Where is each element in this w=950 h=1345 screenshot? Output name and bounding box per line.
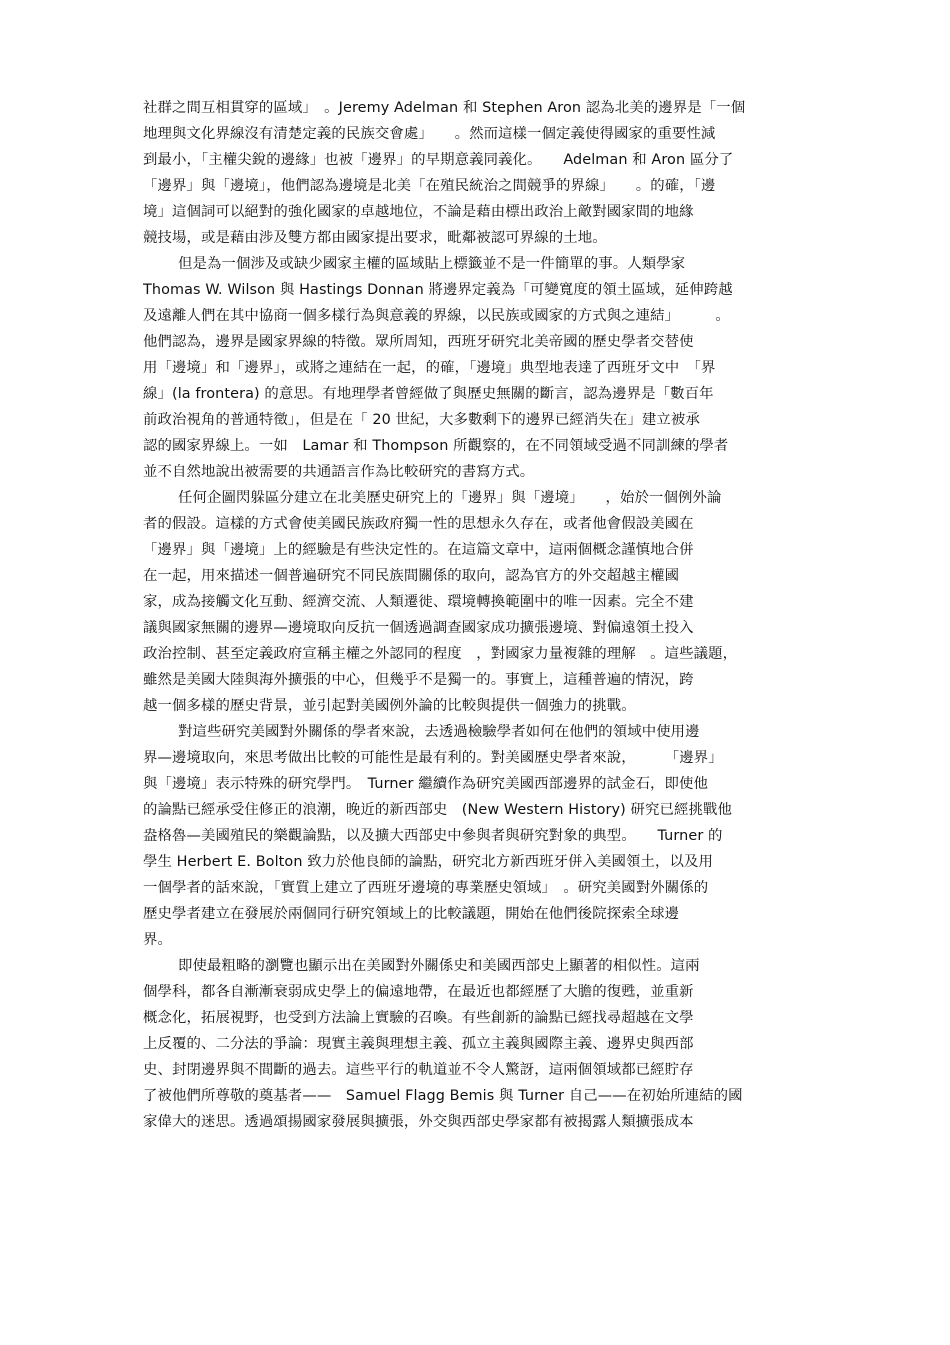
text-line: 與「邊境」表示特殊的研究學門。 Turner 繼續作為研究美國西部邊界的試金石，即使他 xyxy=(143,776,709,792)
text-line: 上反覆的、二分法的爭論：現實主義與理想主義、孤立主義與國際主義、邊界史與西部 xyxy=(143,1036,694,1052)
text-line: 認的國家界線上。一如 Lamar 和 Thompson 所觀察的，在不同領域受過不同訓練的學者 xyxy=(143,438,729,454)
text-line: 議與國家無關的邊界—邊境取向反抗一個透過調查國家成功擴張邊境、對偏遠領土投入 xyxy=(143,620,694,636)
text-line: 但是為一個涉及或缺少國家主權的區域貼上標籤並不是一件簡單的事。人類學家 xyxy=(178,256,686,272)
text-line: 的論點已經承受住修正的浪潮，晚近的新西部史 (New Western History) 研究已經挑戰他 xyxy=(143,802,732,818)
text-line: 界—邊境取向，來思考做出比較的可能性是最有利的。對美國歷史學者來說， 「邊界」 xyxy=(143,750,723,766)
text-line: 學生 Herbert E. Bolton 致力於他良師的論點，研究北方新西班牙併入美國領土，以及用 xyxy=(143,854,713,870)
text-line: 用「邊境」和「邊界」，或將之連結在一起，的確，「邊境」典型地表達了西班牙文中 「界 xyxy=(143,360,716,376)
text-line: 越一個多樣的歷史背景，並引起對美國例外論的比較與提供一個強力的挑戰。 xyxy=(143,698,636,714)
text-line: 一個學者的話來說，「實質上建立了西班牙邊境的專業歷史領域」 。研究美國對外關係的 xyxy=(143,880,709,896)
text-line: 地理與文化界線沒有清楚定義的民族交會處」 。然而這樣一個定義使得國家的重要性減 xyxy=(143,126,716,142)
text-line: 線」(la frontera) 的意思。有地理學者曾經做了與歷史無關的斷言，認為邊界是「數百年 xyxy=(143,386,714,402)
text-line: 史、封閉邊界與不間斷的過去。這些平行的軌道並不令人驚訝，這兩個領域都已經貯存 xyxy=(143,1062,694,1078)
text-line: 界。 xyxy=(143,932,172,948)
text-line: 盎格魯—美國殖民的樂觀論點，以及擴大西部史中參與者與研究對象的典型。 Turner 的 xyxy=(143,828,723,844)
text-line: 者的假設。這樣的方式會使美國民族政府獨一性的思想永久存在，或者他會假設美國在 xyxy=(143,516,694,532)
text-line: 政治控制、甚至定義政府宣稱主權之外認同的程度 ，對國家力量複雜的理解 。這些議題， xyxy=(143,646,738,662)
text-line: 在一起，用來描述一個普遍研究不同民族間關係的取向，認為官方的外交超越主權國 xyxy=(143,568,680,584)
text-line: 並不自然地說出被需要的共通語言作為比較研究的書寫方式。 xyxy=(143,464,535,480)
text-line: 歷史學者建立在發展於兩個同行研究領域上的比較議題，開始在他們後院探索全球邊 xyxy=(143,906,680,922)
text-line: 境」這個詞可以絕對的強化國家的卓越地位，不論是藉由標出政治上敵對國家間的地緣 xyxy=(143,204,694,220)
text-line: 前政治視角的普通特徵」，但是在「 20 世紀，大多數剩下的邊界已經消失在」建立被承 xyxy=(143,412,700,428)
text-line: 即使最粗略的瀏覽也顯示出在美國對外關係史和美國西部史上顯著的相似性。這兩 xyxy=(178,958,700,974)
text-line: 到最小，「主權尖銳的邊緣」也被「邊界」的早期意義同義化。 Adelman 和 Aron 區分了 xyxy=(143,152,734,168)
text-line: 及遠離人們在其中協商一個多樣行為與意義的界線，以民族或國家的方式與之連結」 。 xyxy=(143,308,730,324)
text-line: 任何企圖閃躲區分建立在北美歷史研究上的「邊界」與「邊境」 ，始於一個例外論 xyxy=(178,490,722,506)
text-line: 社群之間互相貫穿的區域」 。Jeremy Adelman 和 Stephen Aron 認為北美的邊界是「一個 xyxy=(143,100,746,116)
text-line: 個學科，都各自漸漸衰弱成史學上的偏遠地帶，在最近也都經歷了大膽的復甦，並重新 xyxy=(143,984,694,1000)
text-line: 他們認為，邊界是國家界線的特徵。眾所周知，西班牙研究北美帝國的歷史學者交替使 xyxy=(143,334,694,350)
text-line: 對這些研究美國對外關係的學者來說，去透過檢驗學者如何在他們的領域中使用邊 xyxy=(178,724,700,740)
text-line: 競技場，或是藉由涉及雙方都由國家提出要求，毗鄰被認可界線的土地。 xyxy=(143,230,607,246)
text-line: 「邊界」與「邊境」，他們認為邊境是北美「在殖民統治之間競爭的界線」 。的確，「邊 xyxy=(143,178,716,194)
text-line: 雖然是美國大陸與海外擴張的中心，但幾乎不是獨一的。事實上，這種普遍的情況，跨 xyxy=(143,672,694,688)
text-line: 家偉大的迷思。透過頌揚國家發展與擴張，外交與西部史學家都有被揭露人類擴張成本 xyxy=(143,1114,694,1130)
text-line: 了被他們所尊敬的奠基者—— Samuel Flagg Bemis 與 Turner 自己——在初始所連結的國 xyxy=(143,1088,743,1104)
text-line: 家，成為接觸文化互動、經濟交流、人類遷徙、環境轉換範圍中的唯一因素。完全不建 xyxy=(143,594,694,610)
text-line: Thomas W. Wilson 與 Hastings Donnan 將邊界定義為「可變寬度的領土區域，延伸跨越 xyxy=(143,282,733,298)
text-line: 「邊界」與「邊境」上的經驗是有些決定性的。在這篇文章中，這兩個概念謹慎地合併 xyxy=(143,542,694,558)
document-body xyxy=(143,95,808,1135)
text-line: 概念化，拓展視野，也受到方法論上實驗的召喚。有些創新的論點已經找尋超越在文學 xyxy=(143,1010,694,1026)
